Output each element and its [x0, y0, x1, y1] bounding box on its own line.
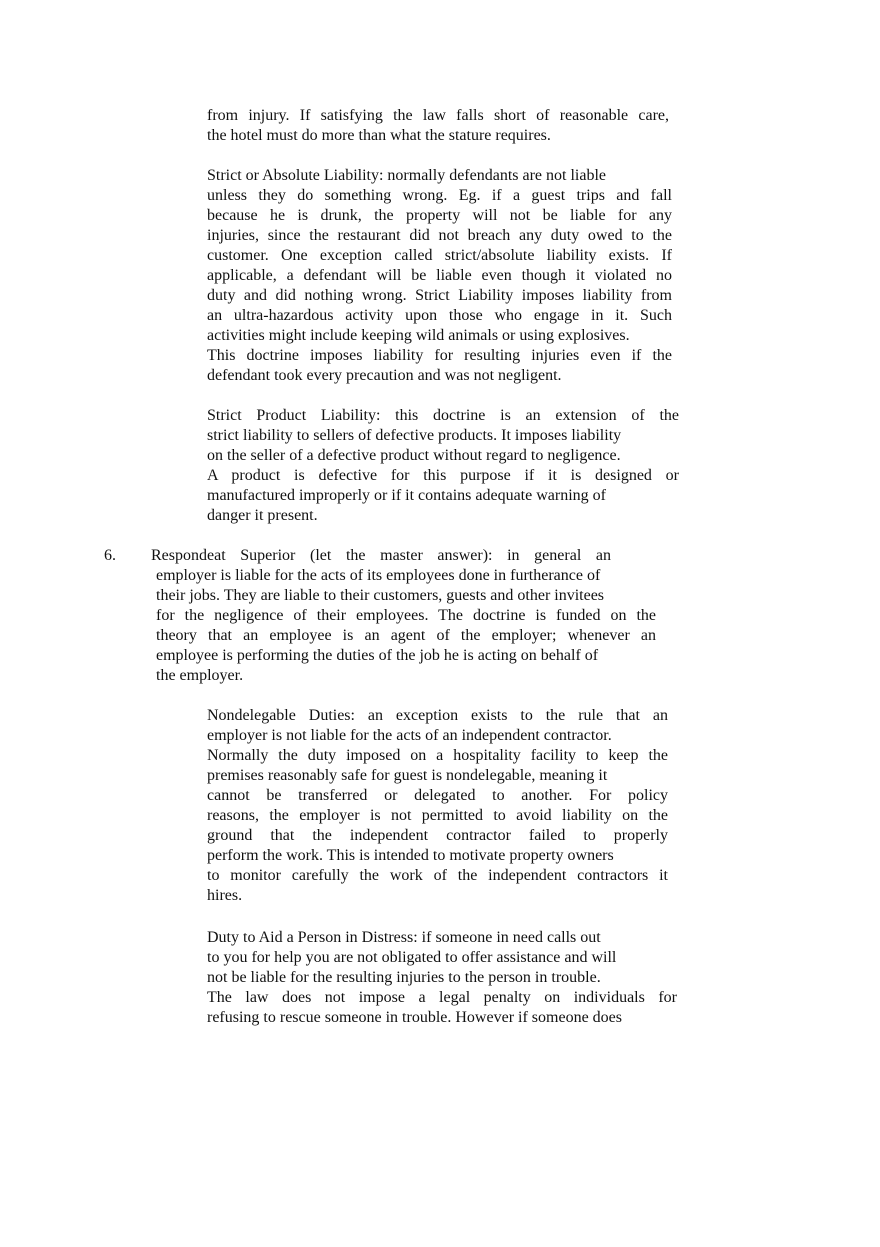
text-line: applicable, a defendant will be liable even though it violated no [207, 267, 672, 284]
text-line: duty and did nothing wrong. Strict Liability imposes liability from [207, 287, 672, 304]
nondelegable-duties-paragraph [207, 706, 668, 906]
text-line: to you for help you are not obligated to offer assistance and will [207, 949, 617, 966]
text-line: Duty to Aid a Person in Distress: if someone in need calls out [207, 929, 601, 946]
text-line: their jobs. They are liable to their customers, guests and other invitees [156, 587, 605, 604]
text-line: Strict or Absolute Liability: normally defendants are not liable [207, 167, 607, 184]
text-line: ground that the independent contractor failed to properly [207, 827, 668, 844]
text-line: because he is drunk, the property will not be liable for any [207, 207, 672, 224]
item-6-paragraph [156, 566, 656, 686]
text-line: on the seller of a defective product without regard to negligence. [207, 447, 621, 464]
text-line: premises reasonably safe for guest is nondelegable, meaning it [207, 767, 608, 784]
text-line: employer is liable for the acts of its employees done in furtherance of [156, 567, 601, 584]
text-line: customer. One exception called strict/absolute liability exists. If [207, 247, 672, 264]
text-line: Strict Product Liability: this doctrine is an extension of the [207, 407, 679, 424]
text-line: strict liability to sellers of defective products. It imposes liability [207, 427, 622, 444]
text-line: Respondeat Superior (let the master answer): in general an [151, 547, 611, 564]
strict-liability-paragraph [207, 166, 672, 386]
text-line: theory that an employee is an agent of the employer; whenever an [156, 627, 656, 644]
text-line: defendant took every precaution and was not negligent. [207, 367, 562, 384]
text-line: the hotel must do more than what the stature requires. [207, 127, 551, 144]
text-line: Nondelegable Duties: an exception exists to the rule that an [207, 707, 668, 724]
text-line: employee is performing the duties of the job he is acting on behalf of [156, 647, 599, 664]
text-line: the employer. [156, 667, 244, 684]
text-line: Normally the duty imposed on a hospitality facility to keep the [207, 747, 668, 764]
text-line: reasons, the employer is not permitted to avoid liability on the [207, 807, 668, 824]
text-line: from injury. If satisfying the law falls short of reasonable care, [207, 107, 669, 124]
text-line: danger it present. [207, 507, 318, 524]
text-line: activities might include keeping wild animals or using explosives. [207, 327, 630, 344]
text-line: This doctrine imposes liability for resulting injuries even if the [207, 347, 672, 364]
text-line: not be liable for the resulting injuries to the person in trouble. [207, 969, 601, 986]
text-line: cannot be transferred or delegated to another. For policy [207, 787, 668, 804]
duty-to-aid-paragraph [207, 928, 677, 1028]
strict-product-liability-paragraph [207, 406, 679, 526]
text-line: for the negligence of their employees. The doctrine is funded on the [156, 607, 656, 624]
text-line: manufactured improperly or if it contains adequate warning of [207, 487, 606, 504]
text-line: unless they do something wrong. Eg. if a guest trips and fall [207, 187, 672, 204]
text-line: an ultra-hazardous activity upon those who engage in it. Such [207, 307, 672, 324]
continued-paragraph [207, 106, 669, 146]
text-line: The law does not impose a legal penalty on individuals for [207, 989, 677, 1006]
text-line: employer is not liable for the acts of an independent contractor. [207, 727, 612, 744]
item-6-first-line [151, 546, 611, 566]
text-line: injuries, since the restaurant did not breach any duty owed to the [207, 227, 672, 244]
text-line: A product is defective for this purpose if it is designed or [207, 467, 679, 484]
text-line: perform the work. This is intended to motivate property owners [207, 847, 614, 864]
text-line: hires. [207, 887, 243, 904]
text-line: to monitor carefully the work of the independent contractors it [207, 867, 668, 884]
item-number: 6. [104, 547, 116, 564]
text-line: refusing to rescue someone in trouble. However if someone does [207, 1009, 622, 1026]
